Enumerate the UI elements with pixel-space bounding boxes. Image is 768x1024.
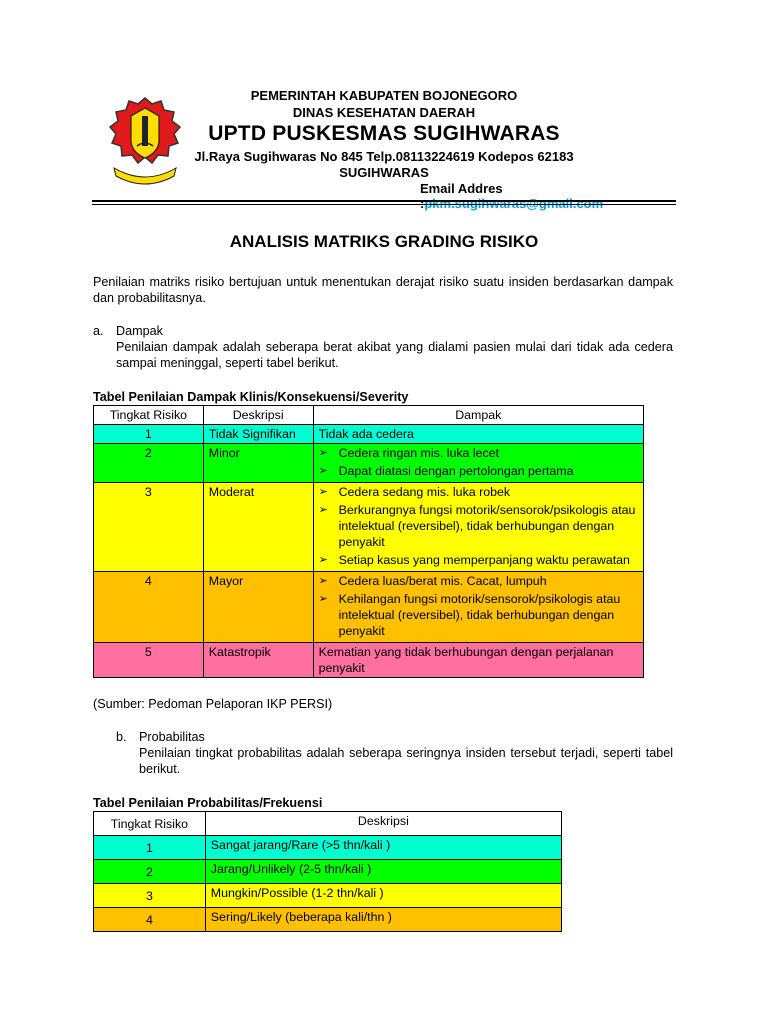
risk-description: Katastropik [203,643,313,678]
severity-table [93,405,644,678]
list-item: ➢ Kehilangan fungsi motorik/sensorok/psikologis atau intelektual (reversibel), tidak berhubungan dengan penyakit [318,592,621,638]
table-row [94,572,644,643]
risk-description: Minor [203,444,313,483]
table-row [94,908,562,932]
section-b-heading: Probabilitas [139,730,205,744]
list-item: ➢ Cedera luas/berat mis. Cacat, lumpuh [318,574,547,588]
organization-name: UPTD PUSKESMAS SUGIHWARAS [208,122,560,145]
table2-caption: Tabel Penilaian Probabilitas/Frekuensi [93,796,323,810]
risk-level: 4 [94,908,206,932]
list-item: ➢ Setiap kasus yang memperpanjang waktu perawatan [318,553,630,567]
list-item: ➢ Cedera ringan mis. luka lecet [318,446,500,460]
column-header: Tingkat Risiko [94,406,204,425]
header-divider [92,200,676,202]
table-row [94,444,644,483]
column-header: Tingkat Risiko [94,812,206,836]
risk-impact: Kematian yang tidak berhubungan dengan perjalanan penyakit [313,643,643,678]
header-email [420,181,680,211]
table-row [94,836,562,860]
column-header: Dampak [313,406,643,425]
arrow-bullet-icon: ➢ [318,447,328,459]
risk-description: Tidak Signifikan [203,425,313,444]
table1-source: (Sumber: Pedoman Pelaporan IKP PERSI) [93,697,333,711]
email-link[interactable]: pkm.sugihwaras@gmail.com [424,196,604,211]
header-line-1: PEMERINTAH KABUPATEN BOJONEGORO [250,88,518,103]
column-header: Deskripsi [205,812,561,836]
section-a-heading: Dampak [116,324,163,338]
risk-impact [313,444,643,483]
list-item: ➢ Cedera sedang mis. luka robek [318,485,511,499]
table-header-row [94,406,644,425]
risk-description: Mungkin/Possible (1-2 thn/kali ) [205,884,561,908]
risk-level: 3 [94,483,204,572]
intro-paragraph: Penilaian matriks risiko bertujuan untuk menentukan derajat risiko suatu insiden berdasarkan dampak dan probabilitasnya. [93,275,673,305]
section-b-marker: b. [116,730,127,744]
arrow-bullet-icon: ➢ [318,593,328,605]
table-header-row [94,812,562,836]
section-a-text: Penilaian dampak adalah seberapa berat akibat yang dialami pasien mulai dari tidak ada cedera sampai meninggal, seperti tabel berikut. [116,340,673,370]
section-b-text: Penilaian tingkat probabilitas adalah seberapa seringnya insiden tersebut terjadi, seperti tabel berikut. [139,746,673,776]
arrow-bullet-icon: ➢ [318,465,328,477]
table1-caption: Tabel Penilaian Dampak Klinis/Konsekuensi/Severity [93,390,409,404]
risk-impact [313,572,643,643]
header-divider-thin [92,204,676,205]
table-row [94,860,562,884]
risk-level: 2 [94,444,204,483]
list-item: ➢ Dapat diatasi dengan pertolongan pertama [318,464,574,478]
document-title: ANALISIS MATRIKS GRADING RISIKO [229,232,539,251]
risk-description: Sangat jarang/Rare (>5 thn/kali ) [205,836,561,860]
risk-description: Sering/Likely (beberapa kali/thn ) [205,908,561,932]
email-label: Email Addres : [420,181,503,211]
arrow-bullet-icon: ➢ [318,504,328,516]
table-row [94,884,562,908]
arrow-bullet-icon: ➢ [318,575,328,587]
risk-level: 2 [94,860,206,884]
risk-level: 1 [94,836,206,860]
risk-impact [313,483,643,572]
list-item: ➢ Berkurangnya fungsi motorik/sensorok/psikologis atau intelektual (reversibel), tidak berhubungan dengan penyakit [318,503,636,549]
probability-table [93,811,562,932]
risk-description: Moderat [203,483,313,572]
header-city: SUGIHWARAS [339,165,429,180]
table-row [94,425,644,444]
risk-description: Jarang/Unlikely (2-5 thn/kali ) [205,860,561,884]
regency-logo [104,94,186,186]
arrow-bullet-icon: ➢ [318,486,328,498]
risk-impact: Tidak ada cedera [313,425,643,444]
column-header: Deskripsi [203,406,313,425]
section-a-marker: a. [93,324,104,338]
risk-level: 3 [94,884,206,908]
table-row [94,643,644,678]
header-line-2: DINAS KESEHATAN DAERAH [292,105,476,120]
arrow-bullet-icon: ➢ [318,554,328,566]
risk-level: 4 [94,572,204,643]
table-row [94,483,644,572]
risk-description: Mayor [203,572,313,643]
header-address: Jl.Raya Sugihwaras No 845 Telp.08113224619 Kodepos 62183 [194,149,574,164]
risk-level: 5 [94,643,204,678]
risk-level: 1 [94,425,204,444]
